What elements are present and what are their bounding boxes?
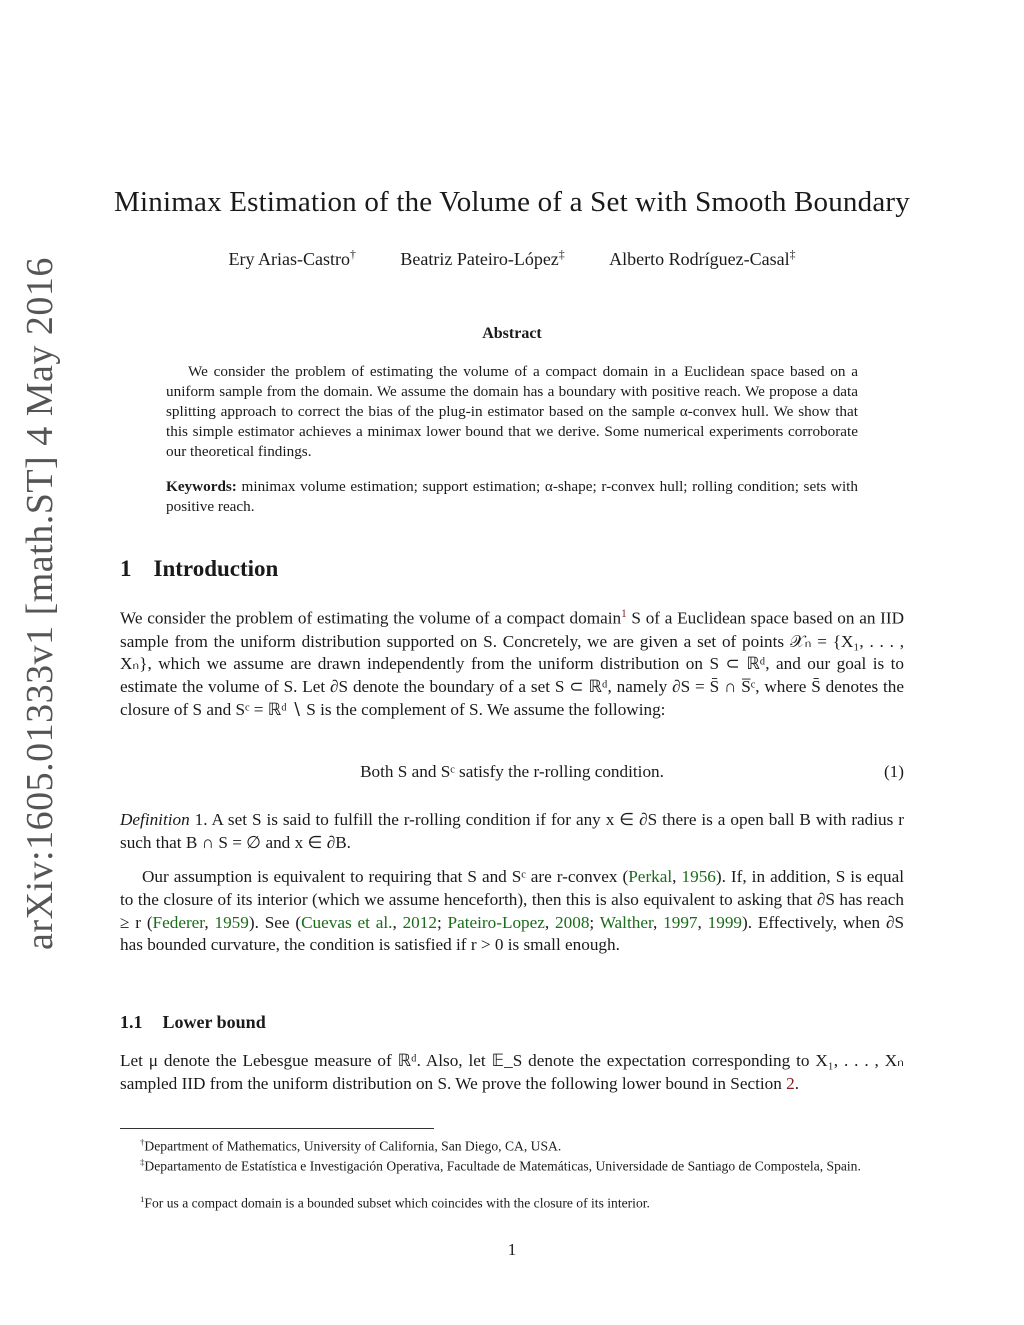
intro-paragraph-2: Our assumption is equivalent to requiring that S and Sᶜ are r-convex (Perkal, 1956). If, in addition, S is equal to the closure of its interior (which we assume henceforth), then this is also equivalent to asking that ∂S has reach ≥ r (Federer, 1959). See (Cuevas et al., 2012; Pateiro-Lopez, 2008; Walther, 1997, 1999). Effectively, when ∂S has bounded curvature, the condition is satisfied if r > 0 is small enough. <box>120 867 905 955</box>
citation-pateiro-lopez-year[interactable]: 2008 <box>555 912 590 932</box>
section-heading-introduction: 1 Introduction <box>120 556 279 581</box>
keywords-text: minimax volume estimation; support estimation; α-shape; r-convex hull; rolling condition; sets with positive reach. <box>166 478 858 515</box>
paper-title: Minimax Estimation of the Volume of a Set with Smooth Boundary <box>114 186 910 218</box>
citation-walther-1997[interactable]: 1997 <box>663 912 698 932</box>
keywords <box>166 477 858 517</box>
citation-pateiro-lopez[interactable]: Pateiro-Lopez <box>447 912 545 932</box>
citation-federer-year[interactable]: 1959 <box>214 912 249 932</box>
citation-cuevas-year[interactable]: 2012 <box>402 912 437 932</box>
citation-perkal-year[interactable]: 1956 <box>681 867 716 886</box>
footnote-dagger: †Department of Mathematics, University of California, San Diego, CA, USA. <box>140 1137 562 1154</box>
footnote-double-dagger: ‡Departamento de Estatística e Investigación Operativa, Facultade de Matemáticas, Universidade de Santiago de Compostela, Spain. <box>140 1157 861 1174</box>
lower-bound-paragraph: Let μ denote the Lebesgue measure of ℝᵈ. Also, let 𝔼_S denote the expectation corresponding to X₁, . . . , Xₙ sampled IID from the uniform distribution on S. We prove the following lower bound in Section 2. <box>120 1051 904 1093</box>
citation-walther-1999[interactable]: 1999 <box>707 912 742 932</box>
intro-paragraph-1: We consider the problem of estimating the volume of a compact domain$^1$ S of a Euclidean space based on an IID sample from the uniform distribution supported on S. Concretely, we are given a set of points 𝒳ₙ = {X₁, . . . , Xₙ}, which we assume are drawn independently from the uniform distribution on S ⊂ ℝᵈ, and our goal is to estimate the volume of S. Let ∂S denote the boundary of a set S ⊂ ℝᵈ, namely ∂S = S̄ ∩ S̅ᶜ, where S̄ denotes the closure of S and Sᶜ = ℝᵈ ∖ S is the complement of S. We assume the following: <box>120 608 904 719</box>
footnote-1-link[interactable]: 1 <box>621 608 627 620</box>
citation-perkal[interactable]: Perkal <box>628 867 673 886</box>
citation-walther[interactable]: Walther <box>599 912 653 932</box>
citation-federer[interactable]: Federer <box>152 912 205 932</box>
page-number: 1 <box>507 1240 517 1259</box>
citation-cuevas[interactable]: Cuevas et al. <box>301 912 393 932</box>
author-3: Alberto Rodríguez-Casal‡ <box>609 248 796 269</box>
equation-number: (1) <box>883 762 904 781</box>
author-1: Ery Arias-Castro† <box>228 248 356 269</box>
author-2: Beatriz Pateiro-López‡ <box>400 248 565 269</box>
subsection-heading-lower-bound: 1.1 Lower bound <box>120 1012 266 1032</box>
keywords-label: Keywords: <box>166 478 237 495</box>
arxiv-identifier: arXiv:1605.01333v1 [math.ST] 4 May 2016 <box>19 257 61 950</box>
section-2-link[interactable]: 2 <box>786 1073 795 1093</box>
abstract-heading: Abstract <box>482 325 542 342</box>
author-list <box>0 248 1024 270</box>
definition-1: Definition 1. A set S is said to fulfill the r-rolling condition if for any x ∈ ∂S there is a open ball B with radius r such that B ∩ S = ∅ and x ∈ ∂B. <box>120 810 904 852</box>
footnote-1: $^1$For us a compact domain is a bounded subset which coincides with the closure of its interior. <box>140 1194 650 1211</box>
abstract-text: We consider the problem of estimating the volume of a compact domain in a Euclidean space based on a uniform sample from the domain. We assume the domain has a boundary with positive reach. We propose a data splitting approach to correct the bias of the plug-in estimator based on the sample α-convex hull. We show that this simple estimator achieves a minimax lower bound that we derive. Some numerical experiments corroborate our theoretical findings. <box>166 363 858 460</box>
footnote-rule <box>120 1128 434 1129</box>
